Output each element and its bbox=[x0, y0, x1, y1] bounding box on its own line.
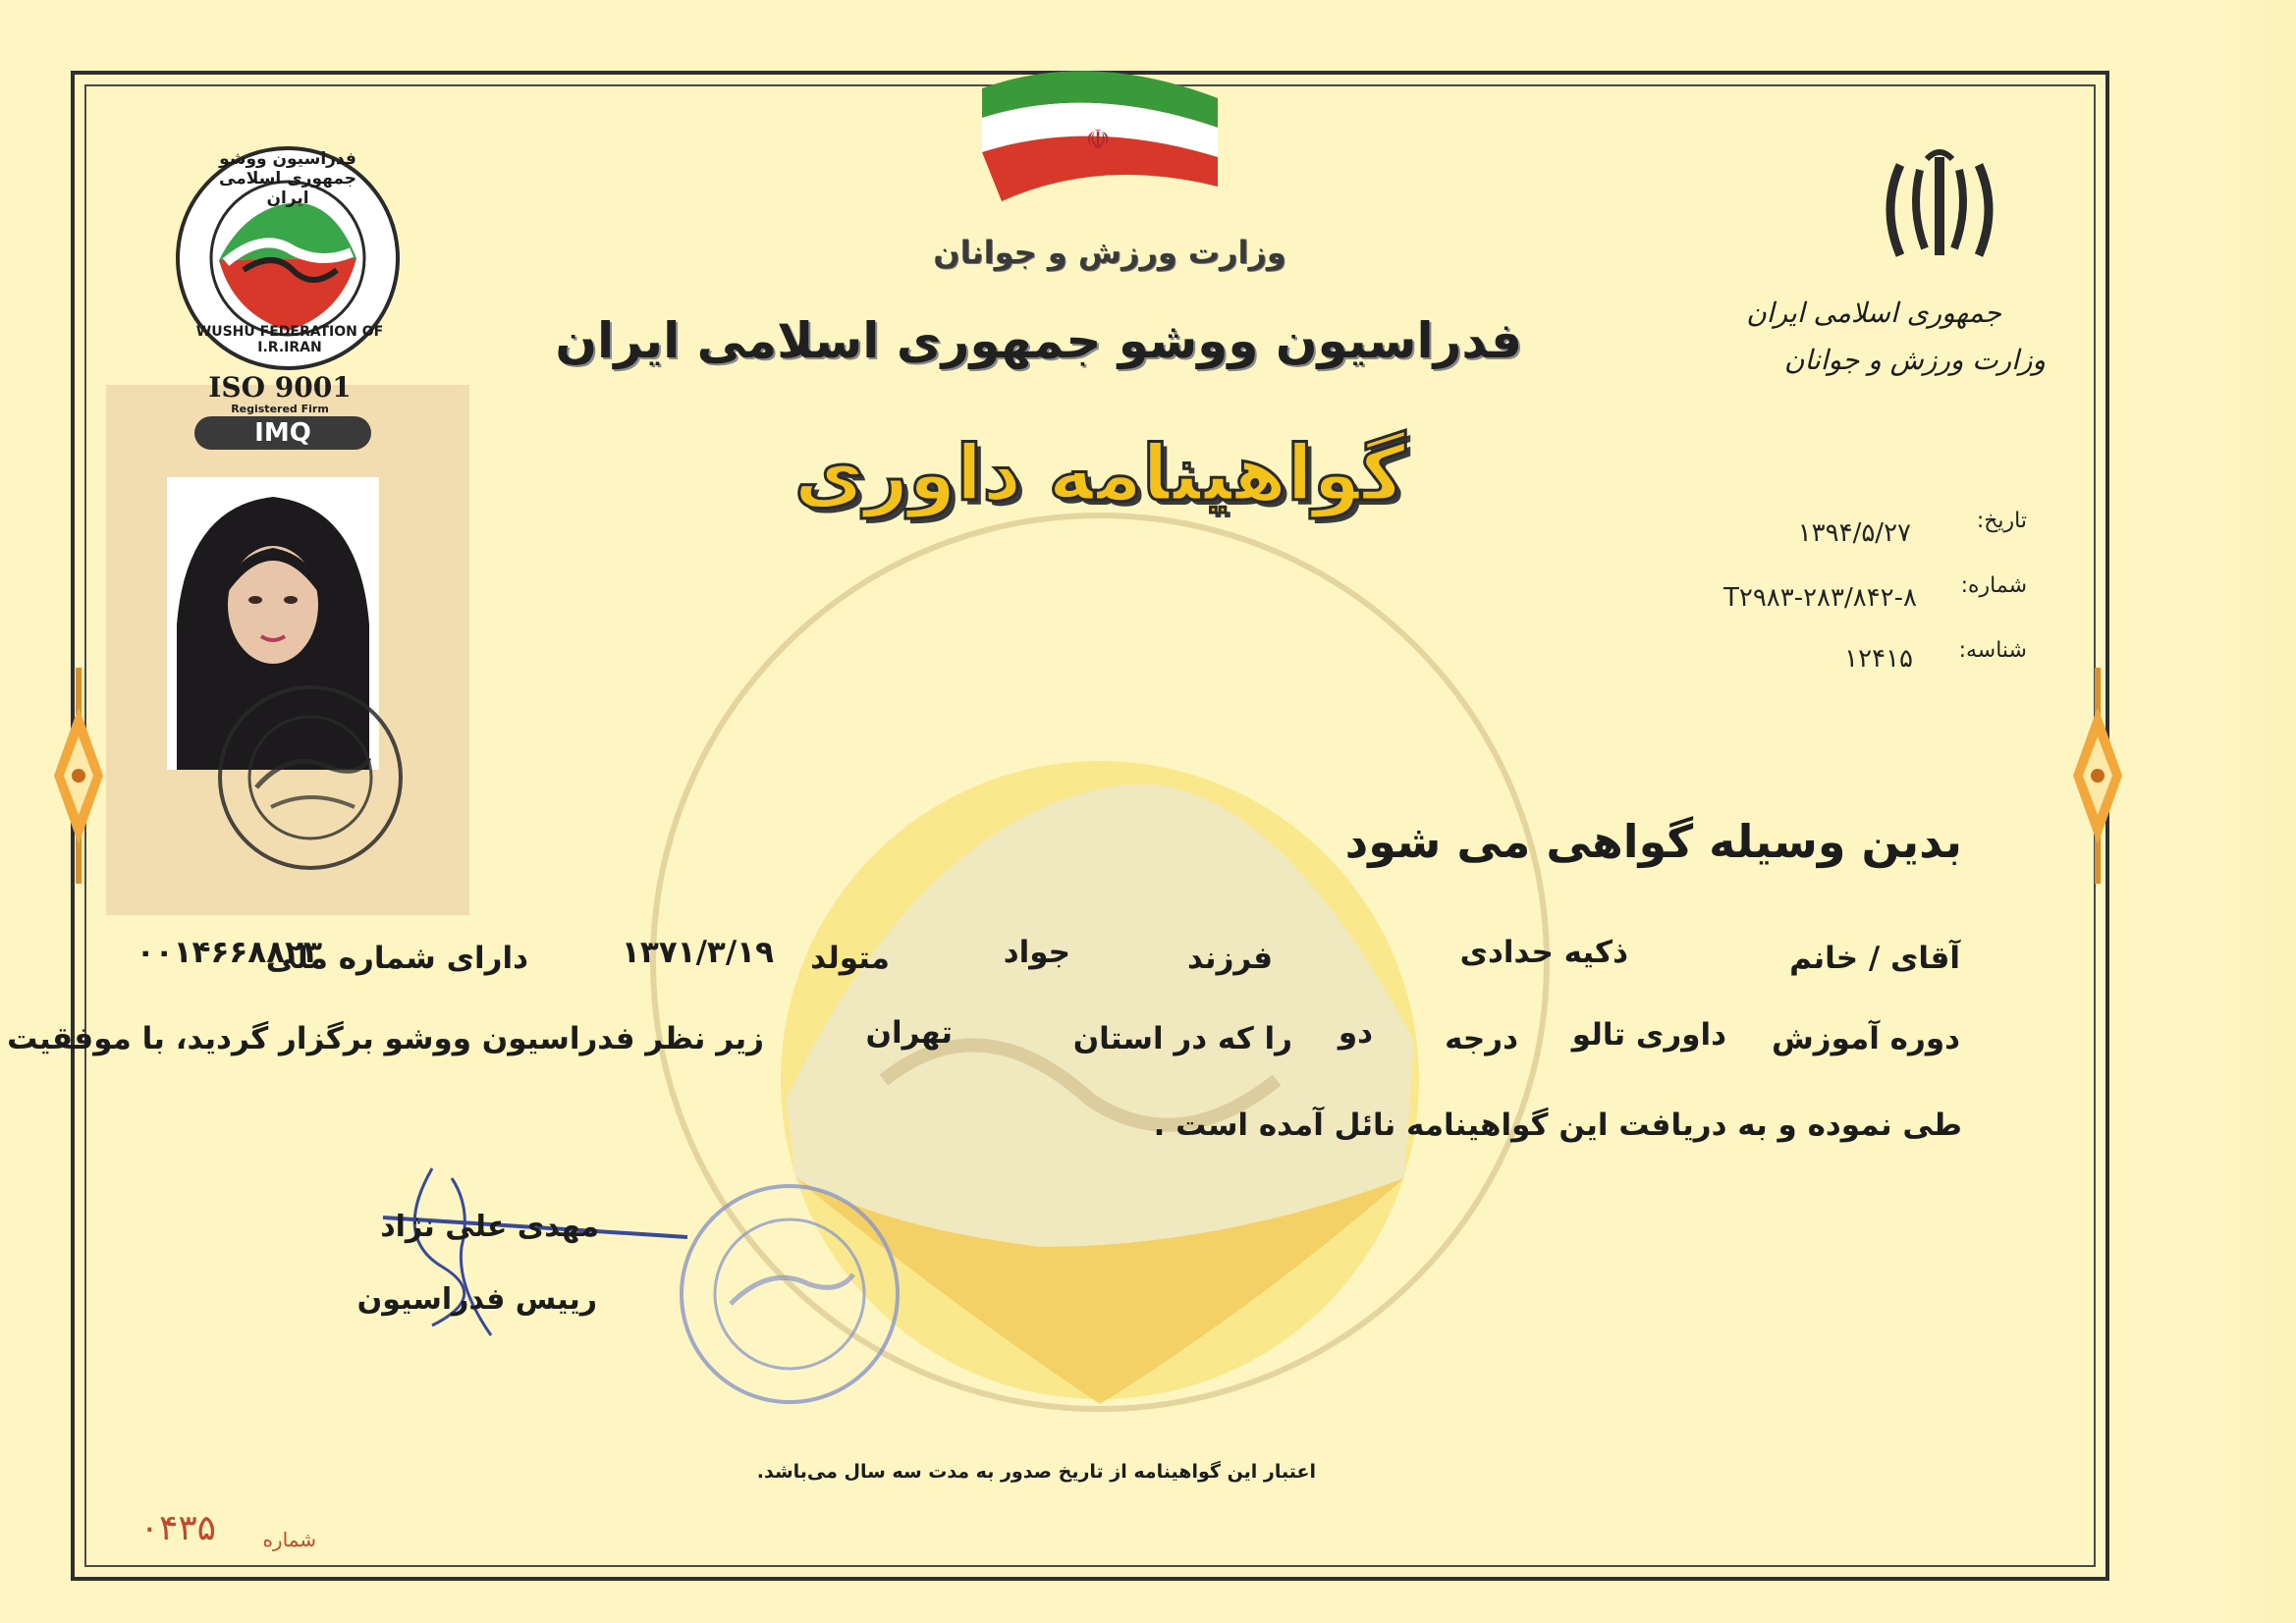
logo-ring-text: فدراسیون ووشو جمهوری اسلامی ایران bbox=[219, 149, 356, 208]
national-id-label: دارای شماره ملی bbox=[265, 941, 528, 976]
date-value: ۱۳۹۴/۵/۲۷ bbox=[1797, 518, 1911, 548]
birth-date: ۱۳۷۱/۳/۱۹ bbox=[621, 935, 774, 970]
emblem-line-2: وزارت ورزش و جوانان bbox=[1783, 344, 2046, 376]
ministry-title: وزارت ورزش و جوانان bbox=[933, 234, 1286, 271]
body-headline: بدین وسیله گواهی می شود bbox=[1344, 815, 1962, 868]
photo-stamp-icon bbox=[212, 679, 409, 876]
number-label: شماره: bbox=[1960, 573, 2027, 598]
imq-badge: IMQ bbox=[194, 416, 371, 450]
left-ornament-icon bbox=[49, 668, 108, 884]
iso-title: ISO 9001 bbox=[208, 371, 352, 404]
child-of-label: فرزند bbox=[1187, 941, 1273, 976]
iran-emblem-icon bbox=[1876, 145, 2003, 273]
signatory-name: مهدی علی نژاد bbox=[380, 1210, 599, 1244]
logo-english-text: WUSHU FEDERATION OF I.R.IRAN bbox=[195, 324, 384, 355]
number-value: T۲۹۸۳-۲۸۳/۸۴۲-۸ bbox=[1722, 583, 1917, 613]
grade-label: درجه bbox=[1445, 1021, 1518, 1056]
course-label: دوره آموزش bbox=[1772, 1021, 1960, 1056]
flag-icon bbox=[972, 59, 1228, 206]
salutation: آقای / خانم bbox=[1789, 941, 1960, 976]
father-name: جواد bbox=[1003, 935, 1070, 970]
national-id: ۰۰۱۴۶۶۸۸۲۳ bbox=[136, 935, 322, 970]
born-label: متولد bbox=[810, 941, 890, 976]
serial-label: شماره bbox=[262, 1528, 316, 1551]
holder-name: ذکیه حدادی bbox=[1459, 935, 1628, 970]
course-name: داوری تالو bbox=[1571, 1017, 1726, 1053]
validity-note: اعتبار این گواهینامه از تاریخ صدور به مدت سه سال می‌باشد. bbox=[756, 1461, 1316, 1483]
date-label: تاریخ: bbox=[1976, 509, 2027, 533]
province-label: را که در استان bbox=[1072, 1021, 1292, 1056]
signatory-role: رییس فدراسیون bbox=[356, 1282, 597, 1317]
grade-value: دو bbox=[1338, 1015, 1373, 1051]
signature-stamp-icon bbox=[672, 1176, 907, 1412]
completion-text: طی نموده و به دریافت این گواهینامه نائل آمده است . bbox=[1153, 1108, 1962, 1143]
course-rest-text: زیر نظر فدراسیون ووشو برگزار گردید، با موفقیت bbox=[7, 1021, 764, 1056]
serial-number: ۰۴۳۵ bbox=[139, 1508, 216, 1548]
iso-subtitle: Registered Firm bbox=[231, 403, 329, 415]
right-ornament-icon bbox=[2068, 668, 2127, 884]
id-value: ۱۲۴۱۵ bbox=[1844, 644, 1913, 674]
certificate-title: گواهینامه داوری bbox=[793, 430, 1406, 518]
emblem-line-1: جمهوری اسلامی ایران bbox=[1746, 297, 2001, 329]
paper-edge bbox=[2217, 0, 2296, 1623]
svg-text:☫: ☫ bbox=[1085, 124, 1111, 156]
federation-title: فدراسیون ووشو جمهوری اسلامی ایران bbox=[555, 312, 1522, 369]
province-value: تهران bbox=[865, 1015, 953, 1051]
id-label: شناسه: bbox=[1958, 638, 2027, 663]
